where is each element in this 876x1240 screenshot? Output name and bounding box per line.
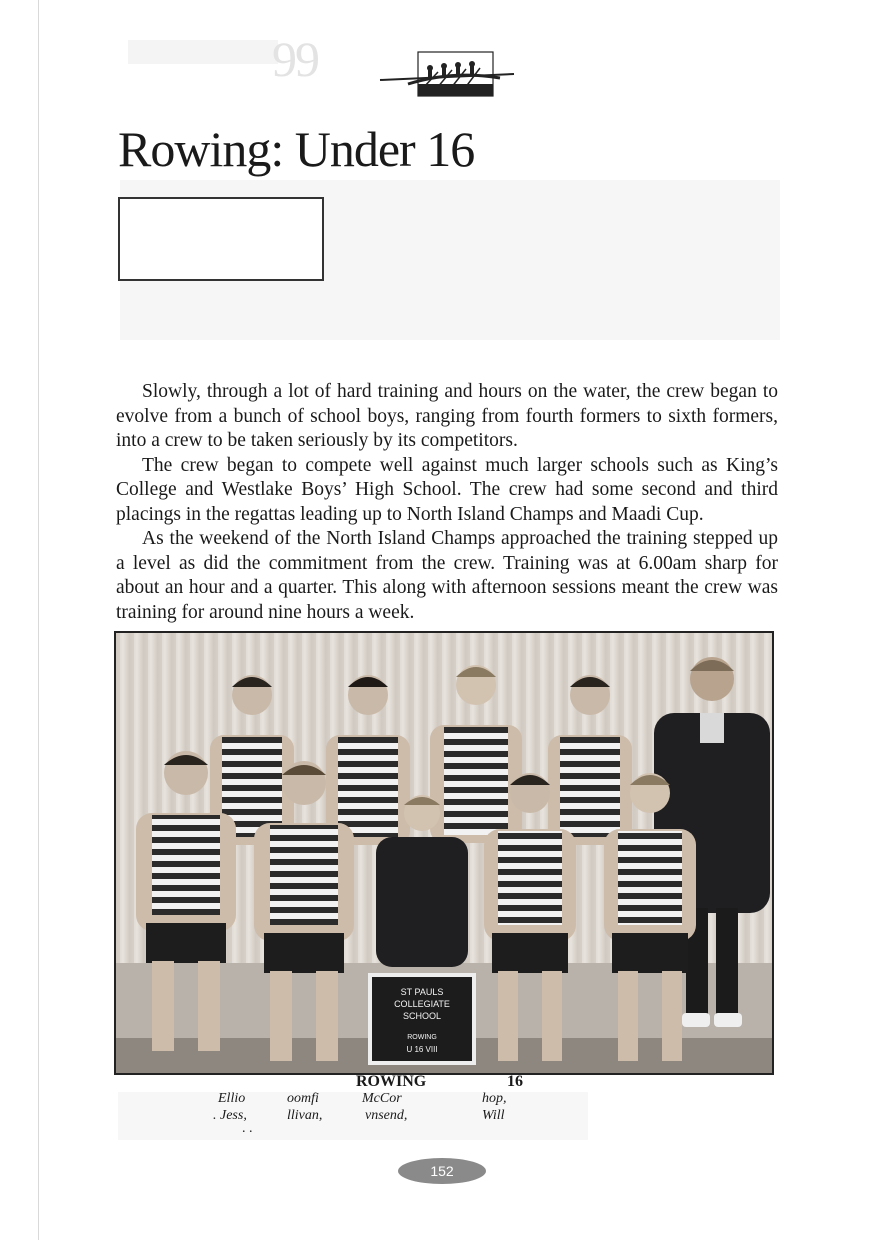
caption-number: 16 xyxy=(507,1073,523,1090)
page-title: Rowing: Under 16 xyxy=(118,121,475,177)
sign-line: SCHOOL xyxy=(402,1011,442,1021)
caption-dots: . . xyxy=(242,1121,253,1136)
caption-fragment: oomfi xyxy=(287,1091,319,1106)
caption-fragment: llivan, xyxy=(287,1108,323,1123)
rowing-crew-logo xyxy=(378,48,518,100)
school-sign xyxy=(368,973,476,1065)
article-body xyxy=(116,380,778,625)
page-number-badge: 152 xyxy=(398,1158,486,1184)
paragraph: As the weekend of the North Island Champs approached the training stepped up a level as did the commitment from the crew. Training was at 6.00am sharp for about an hour and a quarter. This along with afternoon sessions meant the crew was training for around nine hours a week. xyxy=(116,528,778,623)
year-mark: 99 xyxy=(272,31,318,87)
team-photo-illustration xyxy=(116,633,772,1073)
empty-placeholder-box xyxy=(118,197,324,281)
team-photo xyxy=(114,631,774,1075)
caption-fragment: Ellio xyxy=(218,1091,246,1106)
faded-caption-block xyxy=(118,1092,588,1140)
caption-fragment: . Jess, xyxy=(213,1108,247,1123)
sign-line: U 16 VIII xyxy=(406,1045,438,1054)
paragraph: The crew began to compete well against much larger schools such as King’s College and Westlake Boys’ High School. The crew had some second and third placings in the regattas leading up to North Island Champs and Maadi Cup. xyxy=(116,454,778,525)
sign-line: ROWING xyxy=(407,1034,437,1041)
page-edge xyxy=(38,0,39,1240)
caption-fragment: McCor xyxy=(362,1091,402,1106)
caption-fragment: vnsend, xyxy=(365,1108,408,1123)
sign-line: ST PAULS xyxy=(400,987,444,997)
caption-fragment: hop, xyxy=(482,1091,507,1106)
faded-header-band xyxy=(128,40,278,64)
caption-title: ROWING xyxy=(356,1073,427,1090)
caption-fragment: Will xyxy=(482,1108,505,1123)
sign-line: COLLEGIATE xyxy=(394,999,450,1009)
paragraph: Slowly, through a lot of hard training and hours on the water, the crew began to evolve from a bunch of school boys, ranging from fourth formers to sixth formers, into a crew to be taken seriously by its competitors. xyxy=(116,381,778,451)
